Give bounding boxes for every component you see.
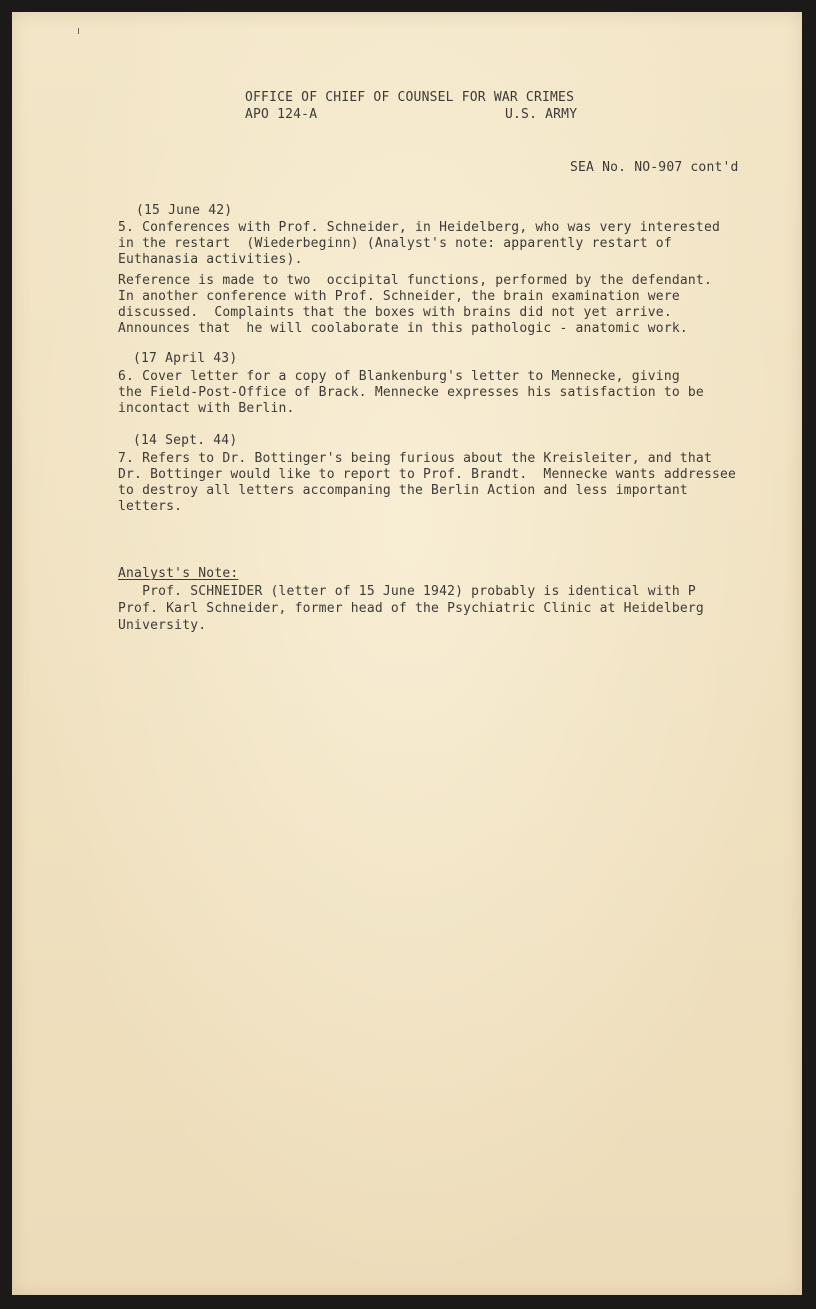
analyst-note-line: Prof. Karl Schneider, former head of the Psychiatric Clinic at Heidelberg — [118, 601, 704, 616]
entry-line: Announces that he will coolaborate in this pathologic - anatomic work. — [118, 321, 688, 336]
apo-number: APO 124-A — [245, 107, 318, 122]
entry-line: discussed. Complaints that the boxes with brains did not yet arrive. — [118, 305, 672, 320]
analyst-note-line: Prof. SCHNEIDER (letter of 15 June 1942) probably is identical with P — [118, 584, 696, 599]
document-reference: SEA No. NO-907 cont'd — [570, 160, 739, 175]
pencil-mark — [78, 28, 79, 34]
entry-date: (15 June 42) — [136, 203, 233, 218]
entry-line: Dr. Bottinger would like to report to Prof. Brandt. Mennecke wants addressee — [118, 467, 737, 482]
entry-date: (14 Sept. 44) — [133, 433, 238, 448]
entry-line: Euthanasia activities). — [118, 252, 303, 267]
entry-line: letters. — [118, 499, 183, 514]
analyst-note-heading: Analyst's Note: — [118, 566, 239, 581]
entry-line: 5. Conferences with Prof. Schneider, in Heidelberg, who was very interested — [118, 220, 720, 235]
entry-line: 6. Cover letter for a copy of Blankenburg's letter to Mennecke, giving — [118, 369, 680, 384]
apo-army: U.S. ARMY — [505, 107, 578, 122]
entry-line: 7. Refers to Dr. Bottinger's being furious about the Kreisleiter, and that — [118, 451, 712, 466]
entry-date: (17 April 43) — [133, 351, 238, 366]
document-page — [12, 12, 802, 1295]
entry-line: Reference is made to two occipital functions, performed by the defendant. — [118, 273, 712, 288]
analyst-note-line: University. — [118, 618, 207, 633]
entry-line: the Field-Post-Office of Brack. Mennecke expresses his satisfaction to be — [118, 385, 704, 400]
entry-line: to destroy all letters accompaning the Berlin Action and less important — [118, 483, 688, 498]
entry-line: incontact with Berlin. — [118, 401, 295, 416]
entry-line: in the restart (Wiederbeginn) (Analyst's note: apparently restart of — [118, 236, 672, 251]
office-heading: OFFICE OF CHIEF OF COUNSEL FOR WAR CRIMES — [245, 90, 575, 105]
entry-line: In another conference with Prof. Schneider, the brain examination were — [118, 289, 680, 304]
